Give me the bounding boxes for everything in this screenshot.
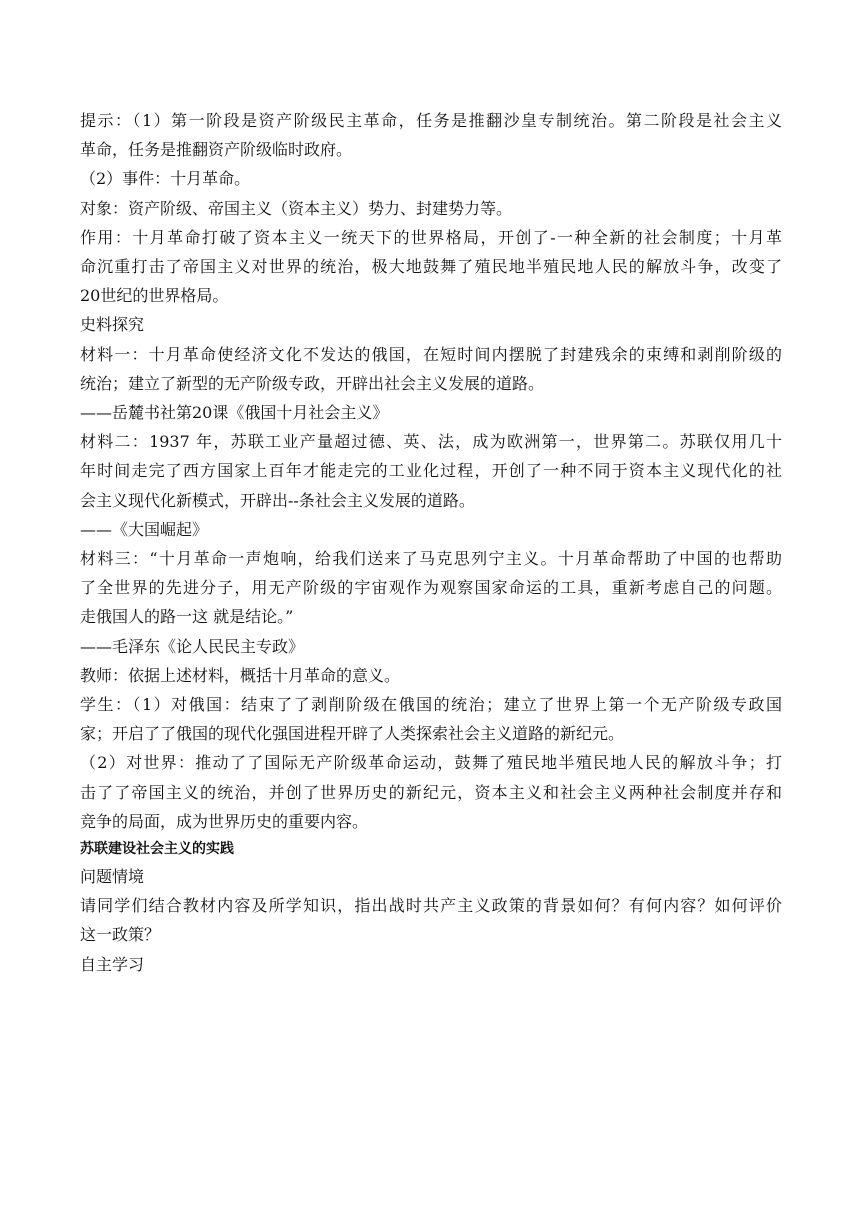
text-line: 20世纪的世界格局。	[80, 286, 229, 306]
text-line: 会主义现代化新模式，开辟出--条社会主义发展的道路。	[80, 490, 475, 510]
text-line: 材料二：1937 年，苏联工业产量超过德、英、法，成为欧洲第一，世界第二。苏联仅用几十	[80, 432, 782, 452]
text-line: ——毛泽东《论人民民主专政》	[80, 636, 305, 656]
text-line: 命沉重打击了帝国主义对世界的统治，极大地鼓舞了殖民地半殖民地人民的解放斗争，改变了	[80, 257, 782, 277]
text-line: 史料探究	[80, 315, 145, 335]
text-line: 竞争的局面，成为世界历史的重要内容。	[80, 811, 369, 831]
text-line: 材料一：十月革命使经济文化不发达的俄国，在短时间内摆脱了封建残余的束缚和剥削阶级的	[80, 344, 782, 364]
text-line: 问题情境	[80, 867, 145, 887]
text-line: 对象：资产阶级、帝国主义（资本主义）势力、封建势力等。	[80, 198, 513, 218]
text-line: ——岳麓书社第20课《俄国十月社会主义》	[80, 403, 389, 423]
text-line: 了全世界的先进分子，用无产阶级的宇宙观作为观察国家命运的工具，重新考虑自己的问题。	[80, 578, 782, 598]
text-line: 击了了帝国主义的统治，并创了世界历史的新纪元，资本主义和社会主义两种社会制度并存和	[80, 782, 782, 802]
text-line: 年时间走完了西方国家上百年才能走完的工业化过程，开创了一种不同于资本主义现代化的社	[80, 461, 782, 481]
text-line: 这一政策？	[80, 925, 161, 945]
text-line: 家；开启了了俄国的现代化强国进程开辟了人类探索社会主义道路的新纪元。	[80, 724, 625, 744]
text-line: 请同学们结合教材内容及所学知识，指出战时共产主义政策的背景如何？有何内容？如何评价	[80, 896, 782, 916]
text-line: 提示：（1）第一阶段是资产阶级民主革命，任务是推翻沙皇专制统治。第二阶段是社会主义	[80, 111, 782, 130]
text-line: （2）事件：十月革命。	[80, 169, 251, 189]
body-text-block-continued	[80, 862, 782, 979]
text-line: 作用：十月革命打破了资本主义一统天下的世界格局，开创了-一种全新的社会制度；十月革	[80, 227, 782, 247]
text-line: ——《大国崛起》	[80, 519, 209, 539]
body-text-block	[80, 106, 782, 836]
text-line: 教师：依据上述材料，概括十月革命的意义。	[80, 665, 401, 685]
text-line: 材料三：“十月革命一声炮响，给我们送来了马克思列宁主义。十月革命帮助了中国的也帮助	[80, 549, 782, 569]
document-page	[80, 106, 782, 979]
section-heading: 苏联建设社会主义的实践	[80, 841, 234, 858]
text-line: 走俄国人的路一这 就是结论。”	[80, 607, 294, 627]
text-line: 学生：（1）对俄国：结束了了剥削阶级在俄国的统治；建立了世界上第一个无产阶级专政国	[80, 695, 782, 715]
text-line: 统治；建立了新型的无产阶级专政，开辟出社会主义发展的道路。	[80, 373, 545, 393]
text-line: 革命，任务是推翻资产阶级临时政府。	[80, 140, 353, 160]
text-line: （2）对世界：推动了了国际无产阶级革命运动，鼓舞了殖民地半殖民地人民的解放斗争；打	[80, 753, 782, 773]
text-line: 自主学习	[80, 954, 145, 974]
